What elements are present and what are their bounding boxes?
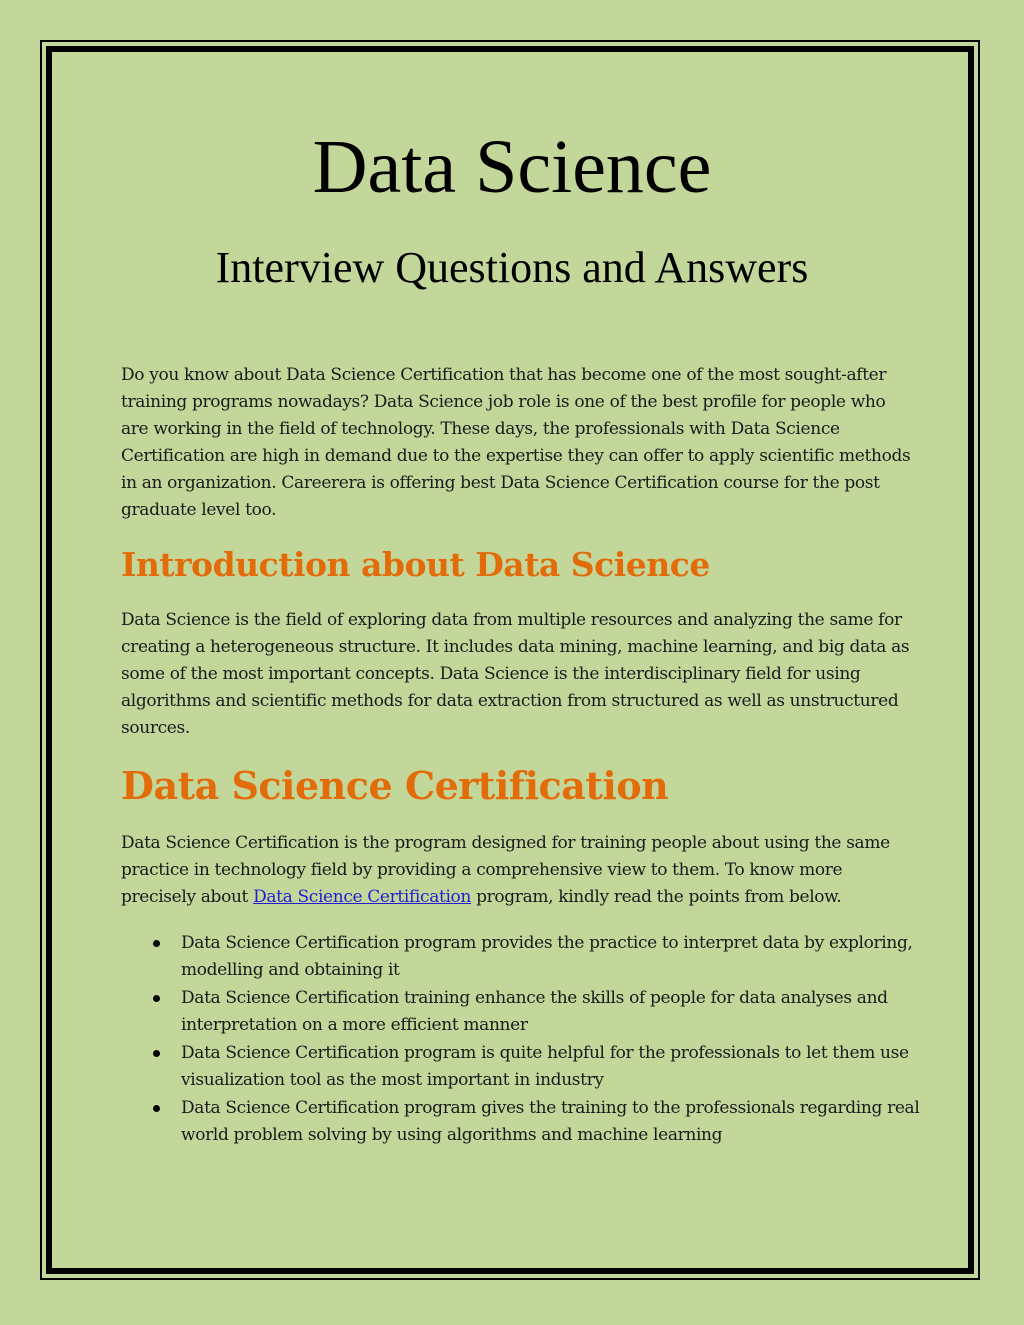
section-heading-introduction: Introduction about Data Science <box>121 545 710 584</box>
list-item <box>121 1095 921 1149</box>
list-item <box>121 985 921 1039</box>
list-item <box>121 1040 921 1094</box>
list-item-text: Data Science Certification program is quite helpful for the professionals to let them use visualization tool as the most important in industry <box>181 1043 909 1090</box>
section-heading-certification: Data Science Certification <box>121 763 669 808</box>
certification-bullet-list <box>121 930 921 1150</box>
certification-link[interactable]: Data Science Certification <box>253 887 472 907</box>
list-item-text: Data Science Certification program provides the practice to interpret data by exploring, modelling and obtaining it <box>181 933 913 980</box>
bullet-icon <box>153 1105 160 1112</box>
introduction-paragraph: Data Science is the field of exploring data from multiple resources and analyzing the same for creating a heterogeneous structure. It includes data mining, machine learning, and big data as some of the most important concepts. Data Science is the interdisciplinary field for using algorithms and scientific methods for data extraction from structured as well as unstructured sources. <box>121 610 910 738</box>
page-title: Data Science <box>312 125 712 209</box>
certification-text-before-link: Data Science Certification is the program designed for training people about using the same practice in technology field by providing a comprehensive view to them. To know more precisely about <box>121 833 890 907</box>
page-subtitle: Interview Questions and Answers <box>215 243 809 292</box>
bullet-icon <box>153 995 160 1002</box>
bullet-icon <box>153 940 160 947</box>
list-item-text: Data Science Certification program gives the training to the professionals regarding real world problem solving by using algorithms and machine learning <box>181 1098 920 1145</box>
certification-paragraph <box>121 830 911 911</box>
bullet-icon <box>153 1050 160 1057</box>
certification-text-after-link: program, kindly read the points from below. <box>471 887 842 907</box>
list-item-text: Data Science Certification training enhance the skills of people for data analyses and interpretation on a more efficient manner <box>181 988 888 1035</box>
intro-paragraph: Do you know about Data Science Certification that has become one of the most sought-after training programs nowadays? Data Science job role is one of the best profile for people who are working in the field of technology. These days, the professionals with Data Science Certification are high in demand due to the expertise they can offer to apply scientific methods in an organization. Careerera is offering best Data Science Certification course for the post graduate level too. <box>121 365 911 520</box>
list-item <box>121 930 921 984</box>
